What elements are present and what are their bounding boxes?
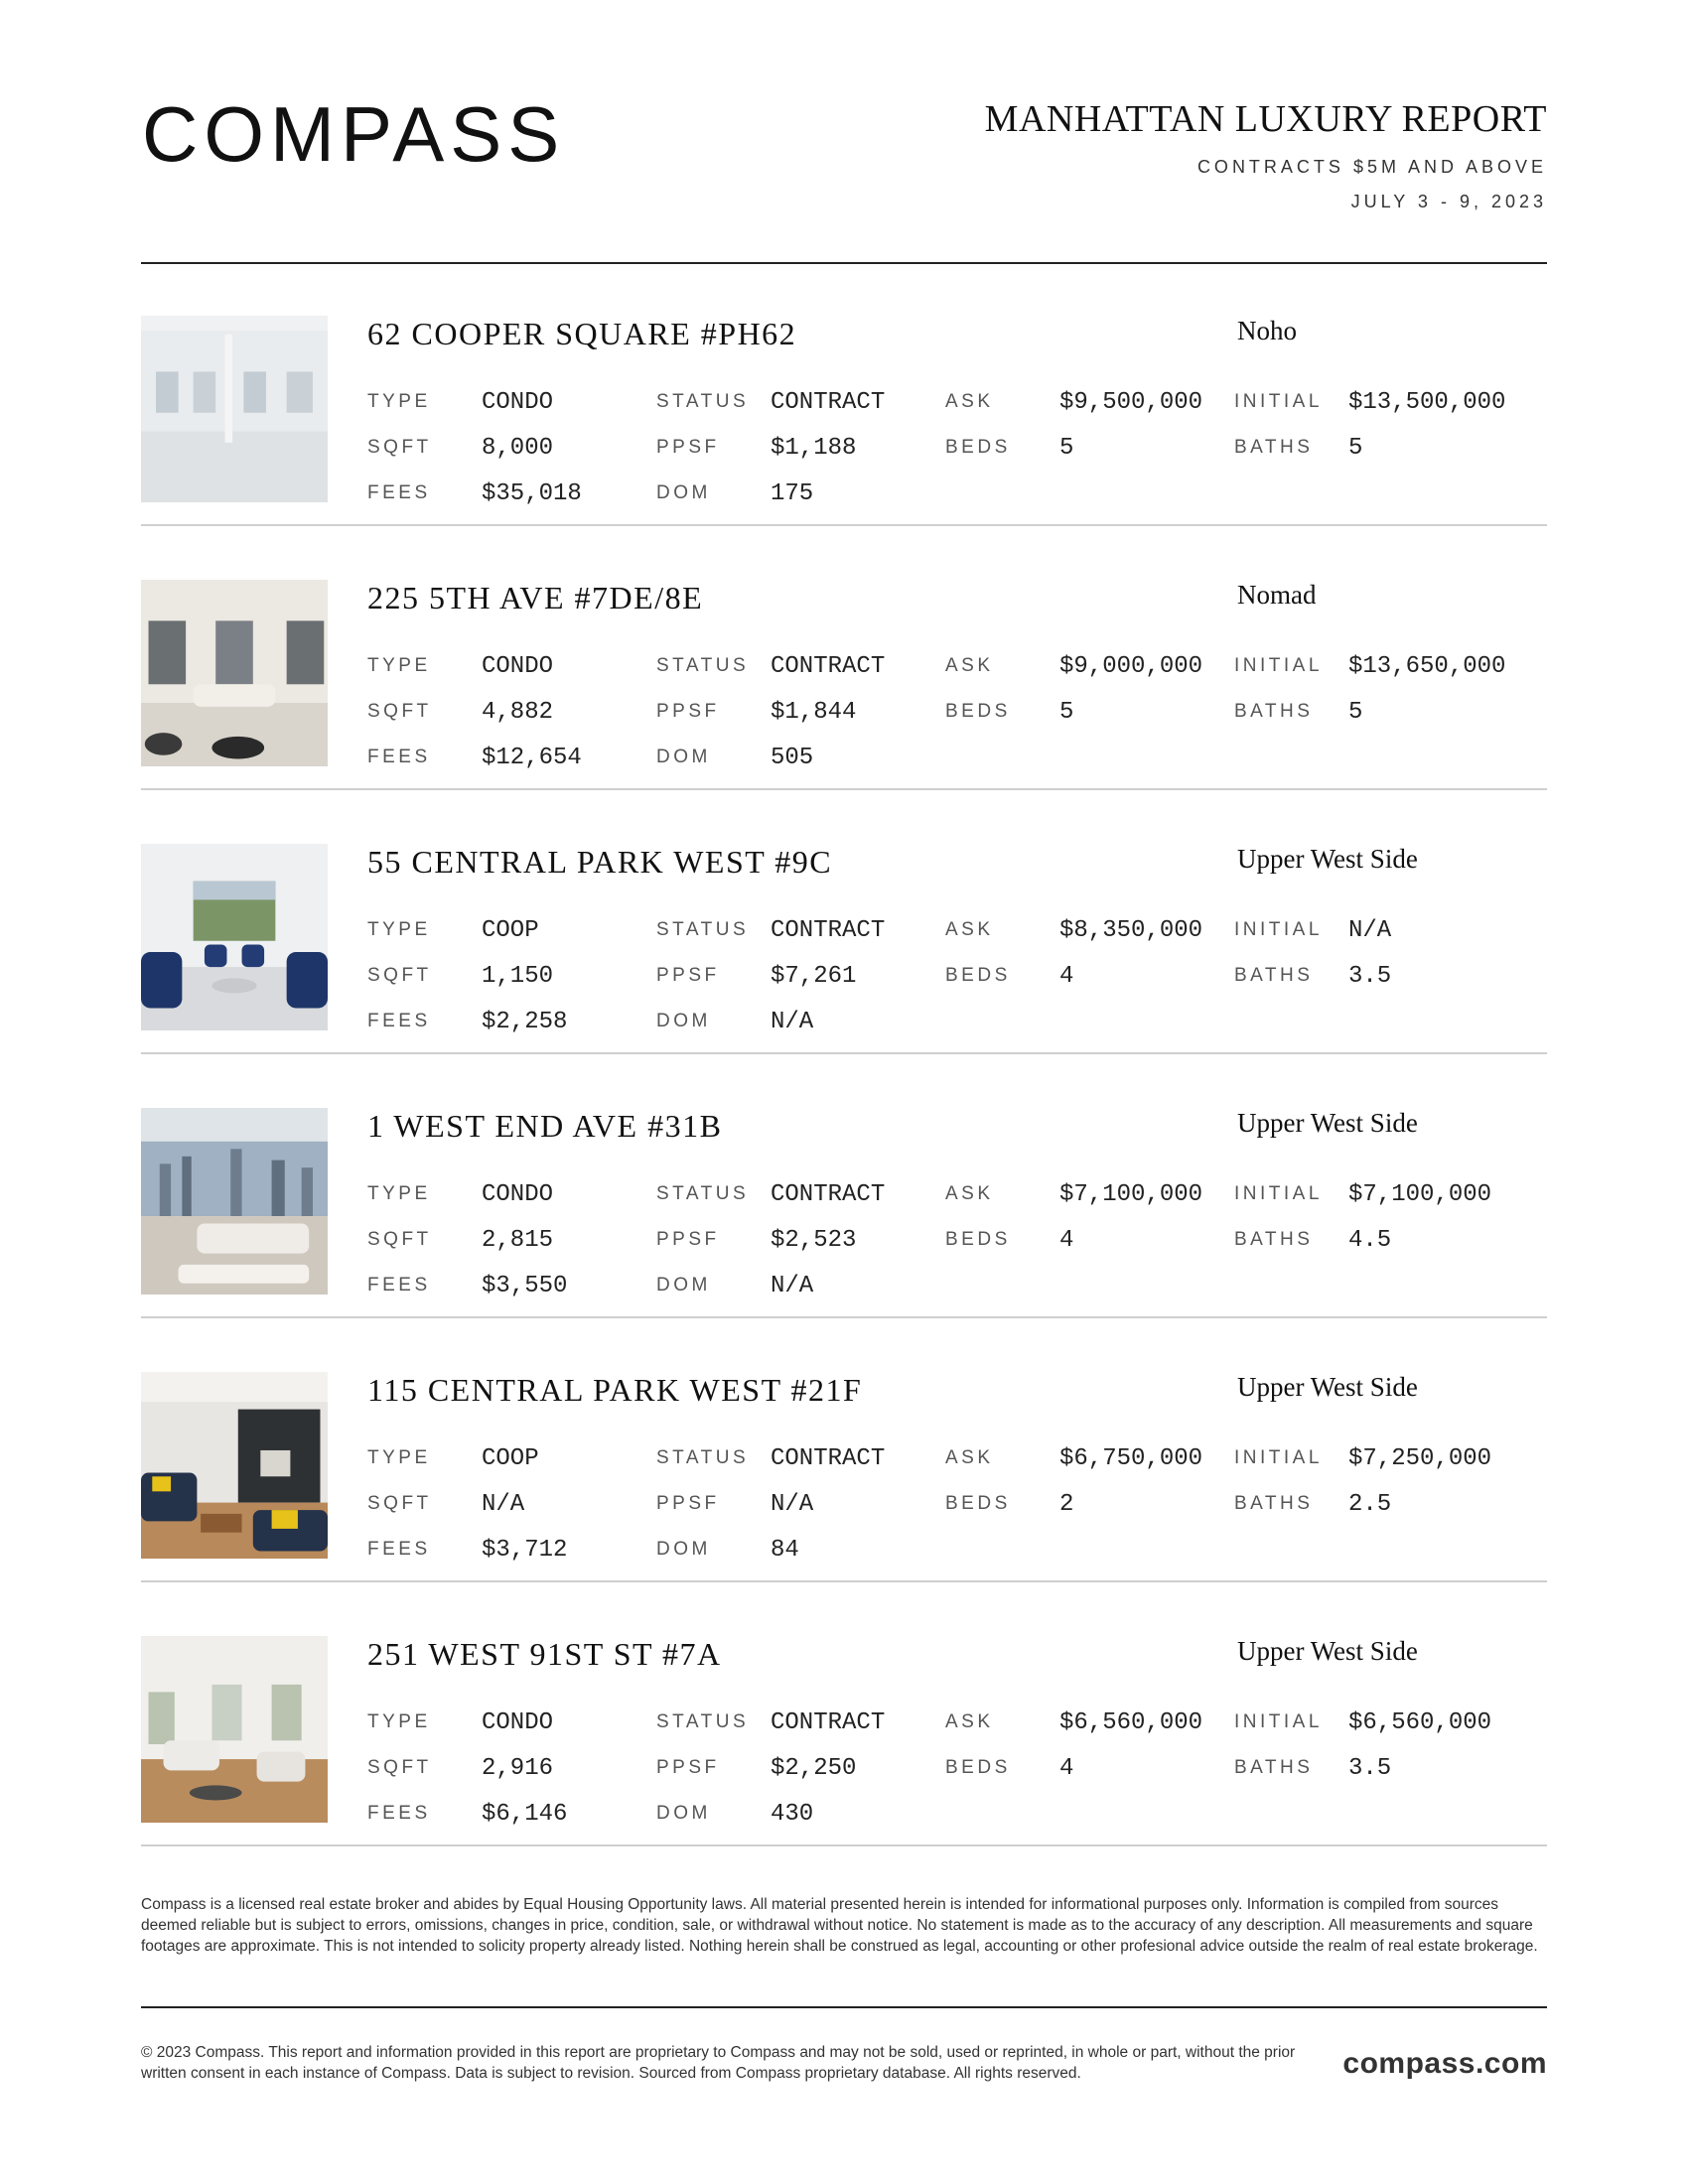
status-value: CONTRACT: [771, 1444, 886, 1472]
baths-value: 4.5: [1348, 1226, 1392, 1254]
ppsf-value: $2,523: [771, 1226, 857, 1254]
ppsf-value: N/A: [771, 1490, 814, 1518]
dom-label: DOM: [656, 1011, 711, 1031]
listing-neighborhood: Upper West Side: [1237, 1108, 1418, 1138]
ask-value: $8,350,000: [1059, 916, 1203, 944]
baths-value: 2.5: [1348, 1490, 1392, 1518]
initial-value: $7,250,000: [1348, 1444, 1492, 1472]
ask-label: ASK: [945, 1447, 994, 1468]
dom-label: DOM: [656, 747, 711, 767]
baths-label: BATHS: [1234, 1229, 1314, 1250]
baths-label: BATHS: [1234, 1493, 1314, 1514]
sqft-label: SQFT: [367, 701, 432, 722]
listing-card: [141, 262, 1547, 525]
fees-value: $12,654: [482, 744, 582, 771]
ask-label: ASK: [945, 391, 994, 412]
listing-neighborhood: Nomad: [1237, 580, 1317, 610]
ask-value: $9,000,000: [1059, 652, 1203, 680]
listing-card: [141, 1582, 1547, 1845]
fees-value: $2,258: [482, 1008, 568, 1035]
beds-label: BEDS: [945, 1229, 1011, 1250]
initial-value: N/A: [1348, 916, 1392, 944]
initial-value: $13,650,000: [1348, 652, 1506, 680]
listing-address: 115 CENTRAL PARK WEST #21F: [367, 1372, 863, 1408]
listing-address: 225 5TH AVE #7DE/8E: [367, 580, 704, 615]
beds-value: 4: [1059, 1226, 1074, 1254]
listing-photo: [141, 1636, 328, 1823]
baths-value: 5: [1348, 698, 1363, 726]
sqft-value: 2,815: [482, 1226, 554, 1254]
fees-value: $35,018: [482, 479, 582, 507]
listing-neighborhood: Upper West Side: [1237, 844, 1418, 874]
dom-value: 430: [771, 1800, 814, 1828]
fees-label: FEES: [367, 747, 431, 767]
baths-label: BATHS: [1234, 437, 1314, 458]
fees-value: $3,550: [482, 1272, 568, 1299]
status-label: STATUS: [656, 655, 750, 676]
beds-value: 4: [1059, 962, 1074, 990]
copyright-notice: © 2023 Compass. This report and information provided in this report are proprietary to Compass and may not be sold, used or reprinted, in whole or part, without the prior written consent in each instance of Compass. Data is subject to revision. Sourced from Compass proprietary database. All rights reserved.: [141, 2044, 1296, 2082]
fees-value: $6,146: [482, 1800, 568, 1828]
beds-value: 2: [1059, 1490, 1074, 1518]
initial-value: $6,560,000: [1348, 1708, 1492, 1736]
status-label: STATUS: [656, 919, 750, 940]
baths-label: BATHS: [1234, 965, 1314, 986]
ppsf-label: PPSF: [656, 701, 720, 722]
initial-label: INITIAL: [1234, 1183, 1323, 1204]
status-value: CONTRACT: [771, 1708, 886, 1736]
fees-value: $3,712: [482, 1536, 568, 1564]
listing-photo: [141, 316, 328, 502]
sqft-value: 4,882: [482, 698, 554, 726]
listing-details: [367, 907, 1547, 1044]
sqft-label: SQFT: [367, 437, 432, 458]
listing-photo: [141, 1372, 328, 1559]
type-value: CONDO: [482, 388, 554, 416]
ppsf-label: PPSF: [656, 1229, 720, 1250]
listing-address: 1 WEST END AVE #31B: [367, 1108, 723, 1144]
listing-photo: [141, 1108, 328, 1295]
listing-address: 62 COOPER SQUARE #PH62: [367, 316, 797, 351]
type-value: CONDO: [482, 652, 554, 680]
report-date-range: JULY 3 - 9, 2023: [1350, 191, 1547, 211]
report-title: MANHATTAN LUXURY REPORT: [984, 98, 1547, 140]
ppsf-label: PPSF: [656, 1493, 720, 1514]
ask-label: ASK: [945, 919, 994, 940]
ppsf-value: $7,261: [771, 962, 857, 990]
status-label: STATUS: [656, 1711, 750, 1732]
type-label: TYPE: [367, 1447, 431, 1468]
ask-value: $7,100,000: [1059, 1180, 1203, 1208]
fees-label: FEES: [367, 1011, 431, 1031]
listing-divider: [141, 1844, 1547, 1846]
beds-value: 5: [1059, 434, 1074, 462]
type-label: TYPE: [367, 655, 431, 676]
initial-label: INITIAL: [1234, 655, 1323, 676]
type-value: CONDO: [482, 1708, 554, 1736]
beds-label: BEDS: [945, 701, 1011, 722]
fees-label: FEES: [367, 1803, 431, 1824]
sqft-label: SQFT: [367, 965, 432, 986]
ask-label: ASK: [945, 1183, 994, 1204]
ppsf-value: $1,844: [771, 698, 857, 726]
type-value: COOP: [482, 916, 539, 944]
ask-value: $6,560,000: [1059, 1708, 1203, 1736]
ask-label: ASK: [945, 655, 994, 676]
listing-details: [367, 1700, 1547, 1837]
type-value: CONDO: [482, 1180, 554, 1208]
ask-value: $9,500,000: [1059, 388, 1203, 416]
initial-label: INITIAL: [1234, 919, 1323, 940]
ppsf-label: PPSF: [656, 1757, 720, 1778]
status-label: STATUS: [656, 391, 750, 412]
initial-label: INITIAL: [1234, 1447, 1323, 1468]
status-value: CONTRACT: [771, 388, 886, 416]
type-label: TYPE: [367, 391, 431, 412]
sqft-label: SQFT: [367, 1229, 432, 1250]
sqft-value: 8,000: [482, 434, 554, 462]
status-label: STATUS: [656, 1447, 750, 1468]
listing-card: [141, 790, 1547, 1053]
status-value: CONTRACT: [771, 916, 886, 944]
report-header: [985, 99, 1547, 212]
listing-neighborhood: Upper West Side: [1237, 1372, 1418, 1402]
status-label: STATUS: [656, 1183, 750, 1204]
initial-label: INITIAL: [1234, 391, 1323, 412]
dom-value: 84: [771, 1536, 799, 1564]
ppsf-value: $2,250: [771, 1754, 857, 1782]
beds-label: BEDS: [945, 437, 1011, 458]
sqft-value: 1,150: [482, 962, 554, 990]
listing-address: 55 CENTRAL PARK WEST #9C: [367, 844, 833, 880]
dom-value: 175: [771, 479, 814, 507]
dom-value: N/A: [771, 1008, 814, 1035]
sqft-label: SQFT: [367, 1493, 432, 1514]
baths-label: BATHS: [1234, 701, 1314, 722]
dom-label: DOM: [656, 482, 711, 503]
listing-card: [141, 1318, 1547, 1581]
initial-label: INITIAL: [1234, 1711, 1323, 1732]
listing-card: [141, 526, 1547, 789]
sqft-value: N/A: [482, 1490, 525, 1518]
beds-label: BEDS: [945, 1493, 1011, 1514]
listing-details: [367, 1435, 1547, 1572]
compass-logo: COMPASS: [142, 90, 566, 178]
listing-details: [367, 379, 1547, 516]
ask-value: $6,750,000: [1059, 1444, 1203, 1472]
fees-label: FEES: [367, 482, 431, 503]
dom-value: N/A: [771, 1272, 814, 1299]
ppsf-value: $1,188: [771, 434, 857, 462]
dom-label: DOM: [656, 1803, 711, 1824]
listing-neighborhood: Noho: [1237, 316, 1297, 345]
website-link[interactable]: compass.com: [1342, 2047, 1547, 2080]
type-label: TYPE: [367, 919, 431, 940]
initial-value: $7,100,000: [1348, 1180, 1492, 1208]
beds-value: 5: [1059, 698, 1074, 726]
sqft-value: 2,916: [482, 1754, 554, 1782]
fees-label: FEES: [367, 1275, 431, 1296]
status-value: CONTRACT: [771, 652, 886, 680]
baths-value: 3.5: [1348, 1754, 1392, 1782]
listing-neighborhood: Upper West Side: [1237, 1636, 1418, 1666]
beds-label: BEDS: [945, 1757, 1011, 1778]
baths-label: BATHS: [1234, 1757, 1314, 1778]
footer-divider: [141, 2006, 1547, 2008]
listing-details: [367, 643, 1547, 780]
listing-photo: [141, 844, 328, 1030]
beds-value: 4: [1059, 1754, 1074, 1782]
listing-photo: [141, 580, 328, 766]
dom-label: DOM: [656, 1539, 711, 1560]
listing-details: [367, 1171, 1547, 1308]
ppsf-label: PPSF: [656, 437, 720, 458]
type-label: TYPE: [367, 1711, 431, 1732]
initial-value: $13,500,000: [1348, 388, 1506, 416]
baths-value: 5: [1348, 434, 1363, 462]
legal-disclaimer: Compass is a licensed real estate broker and abides by Equal Housing Opportunity laws. All material presented herein is intended for informational purposes only. Information is compiled from sources deemed reliable but is subject to errors, omissions, changes in price, condition, sale, or withdrawal without notice. No statement is made as to the accuracy of any description. All measurements and square footages are approximate. This is not intended to solicity property already listed. Nothing herein shall be construed as legal, accounting or other profesional advice outside the realm of real estate brokerage.: [141, 1896, 1538, 1955]
dom-value: 505: [771, 744, 814, 771]
beds-label: BEDS: [945, 965, 1011, 986]
fees-label: FEES: [367, 1539, 431, 1560]
listing-card: [141, 1054, 1547, 1317]
ppsf-label: PPSF: [656, 965, 720, 986]
listing-address: 251 WEST 91ST ST #7A: [367, 1636, 722, 1672]
baths-value: 3.5: [1348, 962, 1392, 990]
report-subtitle: CONTRACTS $5M AND ABOVE: [1196, 156, 1547, 177]
sqft-label: SQFT: [367, 1757, 432, 1778]
status-value: CONTRACT: [771, 1180, 886, 1208]
type-value: COOP: [482, 1444, 539, 1472]
ask-label: ASK: [945, 1711, 994, 1732]
dom-label: DOM: [656, 1275, 711, 1296]
type-label: TYPE: [367, 1183, 431, 1204]
